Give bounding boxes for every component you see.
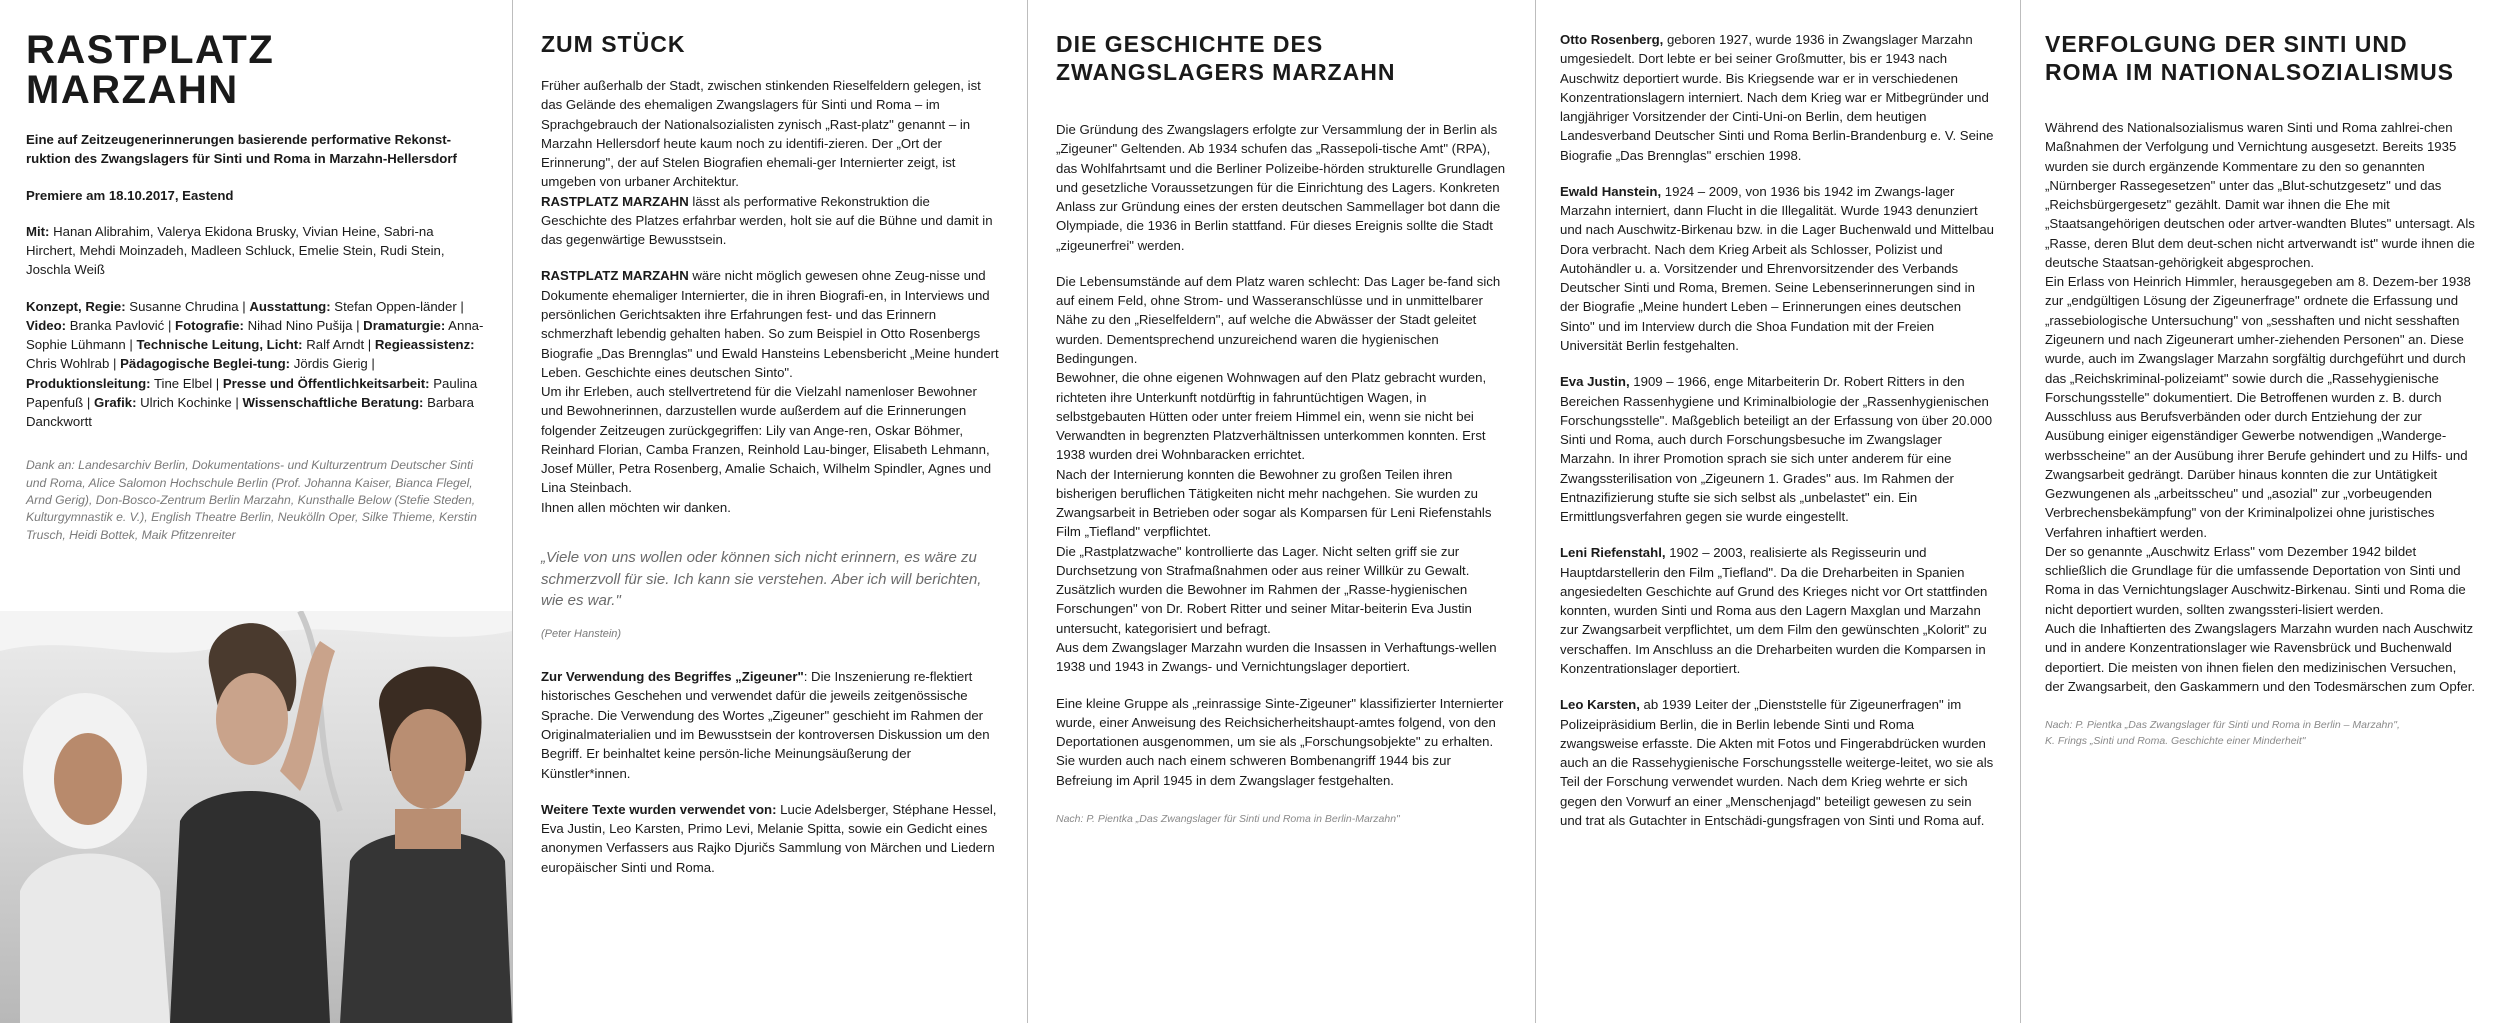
production-title: RASTPLATZ MARZAHN: [26, 28, 275, 112]
biography-name: Ewald Hanstein,: [1560, 183, 1662, 199]
title-panel: [0, 0, 512, 1023]
camp-history-paragraph-2: Die Lebensumstände auf dem Platz waren schlecht: Das Lager be-fand sich auf einem Feld, ohne Strom- und Wasseranschlüsse und in unmittelbarer Nähe zu den „Rieselfeldern", auf welche die Abwässer der Stadt geleitet wurden. Dementsprechend unzureichend waren die hygienischen Bedingungen.: [1056, 273, 1501, 367]
camp-history-paragraph-7: Eine kleine Gruppe als „reinrassige Sinte-Zigeuner" klassifizierter Internierter wurde, einer Anweisung des Reichsicherheitshaupt-amtes folgend, von den Deportationen ausgenommen, um sie als „Forschungsobjekte" zu erhalten. Sie wurden auch nach einem schweren Bombenangriff 1944 bis zur Befreiung im April 1945 in dem Zwangslager festgehalten.: [1056, 695, 1504, 788]
about-play-text-2: lässt als performative Rekonstruktion die Geschichte des Platzes erfahrbar werden, holt sie auf die Bühne und damit in das gegenwärtige Bewusstsein.: [541, 193, 993, 248]
testimony-quote: „Viele von uns wollen oder können sich nicht erinnern, es wäre zu schmerzvoll für sie. Ich kann sie verstehen. Aber ich will berichten, wie es war.": [541, 548, 982, 610]
performers-photo: [0, 611, 512, 1023]
biography-name: Otto Rosenberg,: [1560, 32, 1664, 47]
credit-role: Video:: [26, 317, 67, 333]
credit-person: Susanne Chrudina |: [125, 298, 250, 314]
credit-person: Stefan Oppen-länder |: [330, 298, 464, 314]
camp-history-paragraph-6: Aus dem Zwangslager Marzahn wurden die Insassen in Verhaftungs-wellen 1938 und 1943 in Zwangs- und Vernichtungslager deportiert.: [1056, 640, 1497, 675]
credit-person: Branka Pavlović |: [66, 317, 176, 333]
about-play-paragraph-4: Um ihr Erleben, auch stellvertretend für die Vielzahl namenloser Bewohner und Bewohnerinnen, darzustellen wurde außerdem auf die Erinnerungen folgender Zeitzeugen zurückgegriffen: Lily van Ange-ren, Oskar Böhmer, Reinhard Florian, Camba Franzen, Reinhold Lau-binger, Elisabeth Lehmann, Josef Müller, Petra Rosenberg, Amalie Schaich, Wilhelm Spindler, Agnes und Lina Steinbach.: [541, 384, 992, 496]
camp-history-paragraph-5: Die „Rastplatzwache" kontrollierte das Lager. Nicht selten griff sie zur Durchsetzung von Strafmaßnahmen oder aus reiner Willkür zu Gewalt. Zusätzlich wurden die Bewohner im Rahmen der „Rasse-hygienischen Forschungen" von Dr. Robert Ritter und seiner Mitar-beiterin Eva Justin untersucht, kategorisiert und befragt.: [1056, 543, 1472, 636]
thanks-note: Dank an: Landesarchiv Berlin, Dokumentations- und Kulturzentrum Deutscher Sinti und Roma, Alice Salomon Hochschule Berlin (Prof. Johanna Kaiser, Bianca Flegel, Arnd Gerig), Don-Bosco-Zentrum Berlin Marzahn, Kunsthalle Below (Stefie Steden, Kulturgymnastik e. V.), English Theatre Berlin, Neukölln Oper, Silke Thieme, Kerstin Trusch, Heidi Bottek, Maik Pfitzenreiter: [26, 458, 477, 542]
about-play-paragraph-5: Ihnen allen möchten wir danken.: [541, 499, 731, 515]
persecution-paragraph-4: Auch die Inhaftierten des Zwangslagers Marzahn wurden nach Auschwitz und in andere Konzentrationslager wie Ravensbrück und Buchenwald deportiert. Die meisten von ihnen fielen den medizinischen Versuchen, der Zwangsarbeit, den Gaskammern und den Todesmärschen zum Opfer.: [2045, 621, 2476, 694]
about-play-panel: [512, 0, 1027, 1023]
persecution-source-line-1: Nach: P. Pientka „Das Zwangslager für Sinti und Roma in Berlin – Marzahn",: [2045, 719, 2400, 732]
credit-person: Paulina Papenfuß |: [26, 375, 478, 410]
persecution-paragraph-1: Während des Nationalsozialismus waren Sinti und Roma zahlrei-chen Maßnahmen der Verfolgung und Vernichtung ausgesetzt. Bereits 1935 wurden sie durch ergänzende Kommentare zu den so genannten „Nürnberger Rassegesetzen" unter das „Blut-schutzgesetz" und das „Reichsbürgergesetz" gezählt. Damit war ihnen die Ehe mit „Staatsangehörigen deutschen oder artver-wandten Blutes" untersagt. Als „Rasse, deren Blut dem deut-schen nicht artverwandt ist" wurde ihnen die deutsche Staatsan-gehörigkeit abgesprochen.: [2045, 120, 2475, 270]
credit-role: Fotografie:: [175, 317, 244, 333]
further-texts-text: Lucie Adelsberger, Stéphane Hessel, Eva Justin, Leo Karsten, Primo Levi, Melanie Spitta, sowie ein Gedicht eines anonymen Verfassers aus Rajko Djuričs Sammlung von Märchen und Liedern europäischer Sinti und Roma.: [541, 801, 997, 875]
biography-name: Eva Justin,: [1560, 374, 1630, 390]
further-texts-note: [541, 800, 999, 877]
credit-role: Konzept, Regie:: [26, 298, 126, 314]
persecution-source: [2045, 718, 2476, 750]
cast-names: Hanan Alibrahim, Valerya Ekidona Brusky, Vivian Heine, Sabri-na Hirchert, Mehdi Moinzadeh, Madleen Schluck, Emelie Stein, Rudi Stein, Joschla Weiß: [26, 223, 445, 278]
credit-role: Ausstattung:: [249, 298, 331, 314]
biography-name: Leo Karsten,: [1560, 697, 1640, 713]
credit-role: Pädagogische Beglei-tung:: [120, 356, 291, 372]
persecution-panel: [2020, 0, 2500, 1023]
quote-source: (Peter Hanstein): [541, 628, 622, 641]
camp-history-paragraph-1: Die Gründung des Zwangslagers erfolgte zur Versammlung der in Berlin als „Zigeuner" Geltenden. Ab 1934 schufen das „Rassepoli-tische Amt" (RPA), das Wohlfahrtsamt und die Berliner Polizeibe-hörden strukturelle Grundlagen und gesetzliche Voraussetzungen für die Einrichtung des Lagers. Konkreten Anlass zur Gründung eines der ersten deutschen Sammellager bot dann die Olympiade, die 1936 in Berlin stattfand. Für dieses Ereignis sollte die Stadt „zigeunerfrei" werden.: [1056, 122, 1506, 253]
credit-role: Dramaturgie:: [363, 317, 446, 333]
credit-role: Technische Leitung, Licht:: [136, 337, 303, 353]
performers-photo-illustration: [0, 611, 512, 1023]
about-play-text-3: wäre nicht möglich gewesen ohne Zeug-nisse und Dokumente ehemaliger Internierter, die in ihren Biografi-en, in Interviews und persönlichen Gerichtsakten ihre Erfahrungen fest- und das Erinnern schmerzhaft lebendig gehalten haben. So zum Beispiel in Otto Rosenbergs Biografie „Das Brennglas" und Ewald Hansteins Lebensbericht „Meine hundert Leben. Geschichte eines deutschen Sinto".: [541, 268, 999, 380]
persecution-source-line-2: K. Frings „Sinti und Roma. Geschichte einer Minderheit": [2045, 734, 2306, 747]
credit-role: Regieassistenz:: [374, 337, 475, 353]
persecution-paragraph-2: Ein Erlass von Heinrich Himmler, herausgegeben am 8. Dezem-ber 1938 zur „endgültigen Lösung der Zigeunerfrage" ordnete die Erfassung und „rassebiologische Untersuchung" von „sesshaften und nicht sesshaften Zigeunern und nach Zigeunerart umher-ziehenden Personen" an. Diese wurde, auch im Zwangslager Marzahn sorgfältig durchgeführt und durch das „Reichskriminal-polizeiamt" sowie durch die „Rassehygienische Forschungsstelle" dokumentiert. Die Betroffenen wurden z. B. durch Ausschluss aus Berufsverbänden oder durch Entziehung der zur Ausübung einiger eigenständiger Gewerbe notwendigen „Wanderge-werbsscheine" an der Ausübung ihrer Berufe gehindert und zu Hilfs- und Zwangsarbeit gedrängt. Darüber hinaus konnten die zur Untätigkeit Gezwungenen als „arbeitsscheu" und „asozial" zur „vorbeugenden Verbrechensbekämpfung" von der Kriminalpolizei ohne juristisches Verfahren inhaftiert werden.: [2045, 274, 2471, 540]
persecution-heading: VERFOLGUNG DER SINTI UND ROMA IM NATIONALSOZIALISMUS: [2045, 31, 2455, 86]
camp-history-heading: DIE GESCHICHTE DES ZWANGSLAGERS MARZAHN: [1056, 31, 1396, 86]
camp-history-paragraph-3: Bewohner, die ohne eigenen Wohnwagen auf den Platz gebracht wurden, richteten ihre Unterkunft notdürftig in fahruntüchtigen Wagen, in selbstgebauten Hütten oder unter freiem Himmel ein, wenn sie nicht bei Verwandten in begrenzten Platzverhältnissen unterkommen konnten. Erst 1938 wurden drei Wohnbaracken errichtet.: [1056, 370, 1487, 463]
credits-list: [26, 297, 486, 432]
credit-person: Anna-Sophie Lühmann |: [26, 317, 484, 353]
camp-history-panel: [1027, 0, 1535, 1023]
biographies-panel: [1535, 0, 2020, 1023]
biography-text: 1902 – 2003, realisierte als Regisseurin und Hauptdarstellerin den Film „Tiefland". Da die Dreharbeiten in Spanien angesiedelten Geschichte auf Grund des Krieges nicht vor Ort stattfinden konnten, wurden Sinti und Roma aus den Lagern Maxglan und Marzahn zur Zwangsarbeit verpflichtet, um dem Film den gewünschten „Kolorit" zu verschaffen. Im Anschluss an die Dreharbeiten wurden die Komparsen in Konzentrationslager deportiert.: [1560, 545, 1988, 676]
production-name: RASTPLATZ MARZAHN: [541, 268, 689, 284]
persecution-paragraph-3: Der so genannte „Auschwitz Erlass" vom Dezember 1942 bildet schließlich die Grundlage für die umfassende Deportation von Sinti und Roma in das Vernichtungslager Auschwitz-Birkenau. Sinti und Roma die nicht deportiert wurden, sollten zwangssteri-lisiert werden.: [2045, 543, 2466, 617]
about-play-heading: ZUM STÜCK: [541, 31, 686, 57]
terminology-note-label: Zur Verwendung des Begriffes „Zigeuner": [541, 669, 804, 685]
credit-person: Ulrich Kochinke |: [136, 394, 243, 410]
biography-leni-riefenstahl: [1560, 543, 1996, 678]
camp-history-paragraph-4: Nach der Internierung konnten die Bewohner zu großen Teilen ihren bisherigen beruflichen Tätigkeiten nicht mehr nachgehen. Sie wurden zu Zwangsarbeit in Betrieben oder sogar als Komparsen für Leni Riefenstahls Film „Tiefland" verpflichtet.: [1056, 466, 1492, 540]
biography-text: 1924 – 2009, von 1936 bis 1942 im Zwangs-lager Marzahn interniert, dann Flucht in die Illegalität. Wurde 1943 denunziert und nach Auschwitz-Birkenau bzw. in die Lager Buchenwald und Mittelbau Dora verbracht. Nach dem Krieg Arbeit als Schlosser, Polizist und Autohändler u. a. Vorsitzender und Ehrenvorsitzender des Verbands Deutscher Sinti und Roma, Bremen. Seine Lebenserinnerungen sind in der Biografie „Meine hundert Leben – Erinnerungen eines deutschen Sinto" und im Interview durch die Shoa Fundation mit der Freien Universität Berlin festgehalten.: [1560, 183, 1994, 353]
credit-person: Ralf Arndt |: [302, 337, 375, 353]
credit-person: Tine Elbel |: [150, 375, 223, 391]
credit-person: Nihad Nino Pušija |: [243, 317, 364, 333]
credit-role: Presse und Öffentlichkeitsarbeit:: [222, 375, 430, 391]
credit-person: Chris Wohlrab |: [26, 356, 121, 372]
production-subtitle: Eine auf Zeitzeugenerinnerungen basierende performative Rekonst-ruktion des Zwangslagers für Sinti und Roma in Marzahn-Hellersdorf: [26, 132, 457, 167]
further-texts-label: Weitere Texte wurden verwendet von:: [541, 801, 777, 817]
about-play-paragraph-2: [541, 192, 999, 250]
biography-leo-karsten: [1560, 695, 1996, 830]
production-name: RASTPLATZ MARZAHN: [541, 193, 689, 209]
biography-text: 1909 – 1966, enge Mitarbeiterin Dr. Robert Ritters in den Bereichen Rassenhygiene und Kriminalbiologie der „Rassenhygienischen Forschungsstelle". Maßgeblich beteiligt an der Erfassung von über 20.000 Sinti und Roma, auch durch Forschungsbesuche im Zwangslager Marzahn. In ihrer Promotion sprach sie sich unter anderem für eine Zwangssterilisation von „Zigeunern 1. Grades" aus. Im Rahmen der Entnazifizierung stufte sie sich selbst als „unbelastet" ein. Ein Ermittlungsverfahren gegen sie wurde eingestellt.: [1560, 374, 1993, 525]
camp-history-source: Nach: P. Pientka „Das Zwangslager für Sinti und Roma in Berlin-Marzahn": [1056, 812, 1400, 825]
credit-person: Jördis Gierig |: [290, 356, 375, 372]
cast-list: [26, 222, 486, 280]
terminology-note: [541, 667, 999, 783]
credit-role: Wissenschaftliche Beratung:: [242, 394, 424, 410]
credit-role: Grafik:: [93, 394, 137, 410]
credit-role: Produktionsleitung:: [26, 375, 151, 391]
biography-text: ab 1939 Leiter der „Dienststelle für Zigeunerfragen" im Polizeipräsidium Berlin, die in Berlin lebende Sinti und Roma zwangsweise erfasste. Die Akten mit Fotos und Fingerabdrücken wurden auch an die Rassehygienische Forschungsstelle weiterge-leitet, wo sie als Teil der Forschung verwendet wurden. Nach dem Krieg wehrte er sich gegen den Vorwurf an einer „Menschenjagd" beteiligt gewesen zu sein und trat als Gutachter in Entschädi-gungsfragen von Sinti und Roma auf.: [1560, 697, 1994, 828]
credit-person: Barbara Danckwortt: [26, 394, 474, 430]
premiere-date: Premiere am 18.10.2017, Eastend: [26, 187, 234, 203]
about-play-paragraph-1: Früher außerhalb der Stadt, zwischen stinkenden Rieselfeldern gelegen, ist das Gelände des ehemaligen Zwangslagers für Sinti und Roma – im Sprachgebrauch der Nationalsozialisten zynisch „Rast-platz" genannt – in Marzahn Hellersdorf heute kaum noch zu identifi-zieren. Der „Ort der Erinnerung", der auf Stelen Biografien ehemali-ger Internierter zeigt, ist umgeben von urbaner Architektur.: [541, 78, 981, 190]
biography-text: geboren 1927, wurde 1936 in Zwangslager Marzahn umgesiedelt. Dort lebte er bei seiner Großmutter, bis er 1943 nach Auschwitz deportiert wurde. Bis Kriegsende war er in verschiedenen Konzentrationslagern interniert. Nach dem Krieg war er Mitbegründer und langjähriger Vorsitzender der Cinti-Uni-on Berlin, dem heutigen Landesverband Deutscher Sinti und Roma Berlin-Brandenburg e. V. Seine Biografie „Das Brennglas" erschien 1998.: [1560, 32, 1994, 163]
about-play-paragraph-3: [541, 266, 999, 382]
biography-name: Leni Riefenstahl,: [1560, 545, 1666, 561]
terminology-note-text: : Die Inszenierung re-flektiert historisches Geschehen und verwendet dafür die jeweils zeitgenössische Sprache. Die Verwendung des Wortes „Zigeuner" geschieht im Rahmen der Originalmaterialien und im Bewusstsein der kontroversen Diskussion um den Begriff. Er beinhaltet keine persön-liche Meinungsäußerung der Künstler*innen.: [541, 669, 990, 781]
biography-eva-justin: [1560, 372, 1996, 526]
cast-label: Mit:: [26, 223, 50, 239]
biography-ewald-hanstein: [1560, 182, 1996, 355]
biography-otto-rosenberg: [1560, 30, 1996, 165]
